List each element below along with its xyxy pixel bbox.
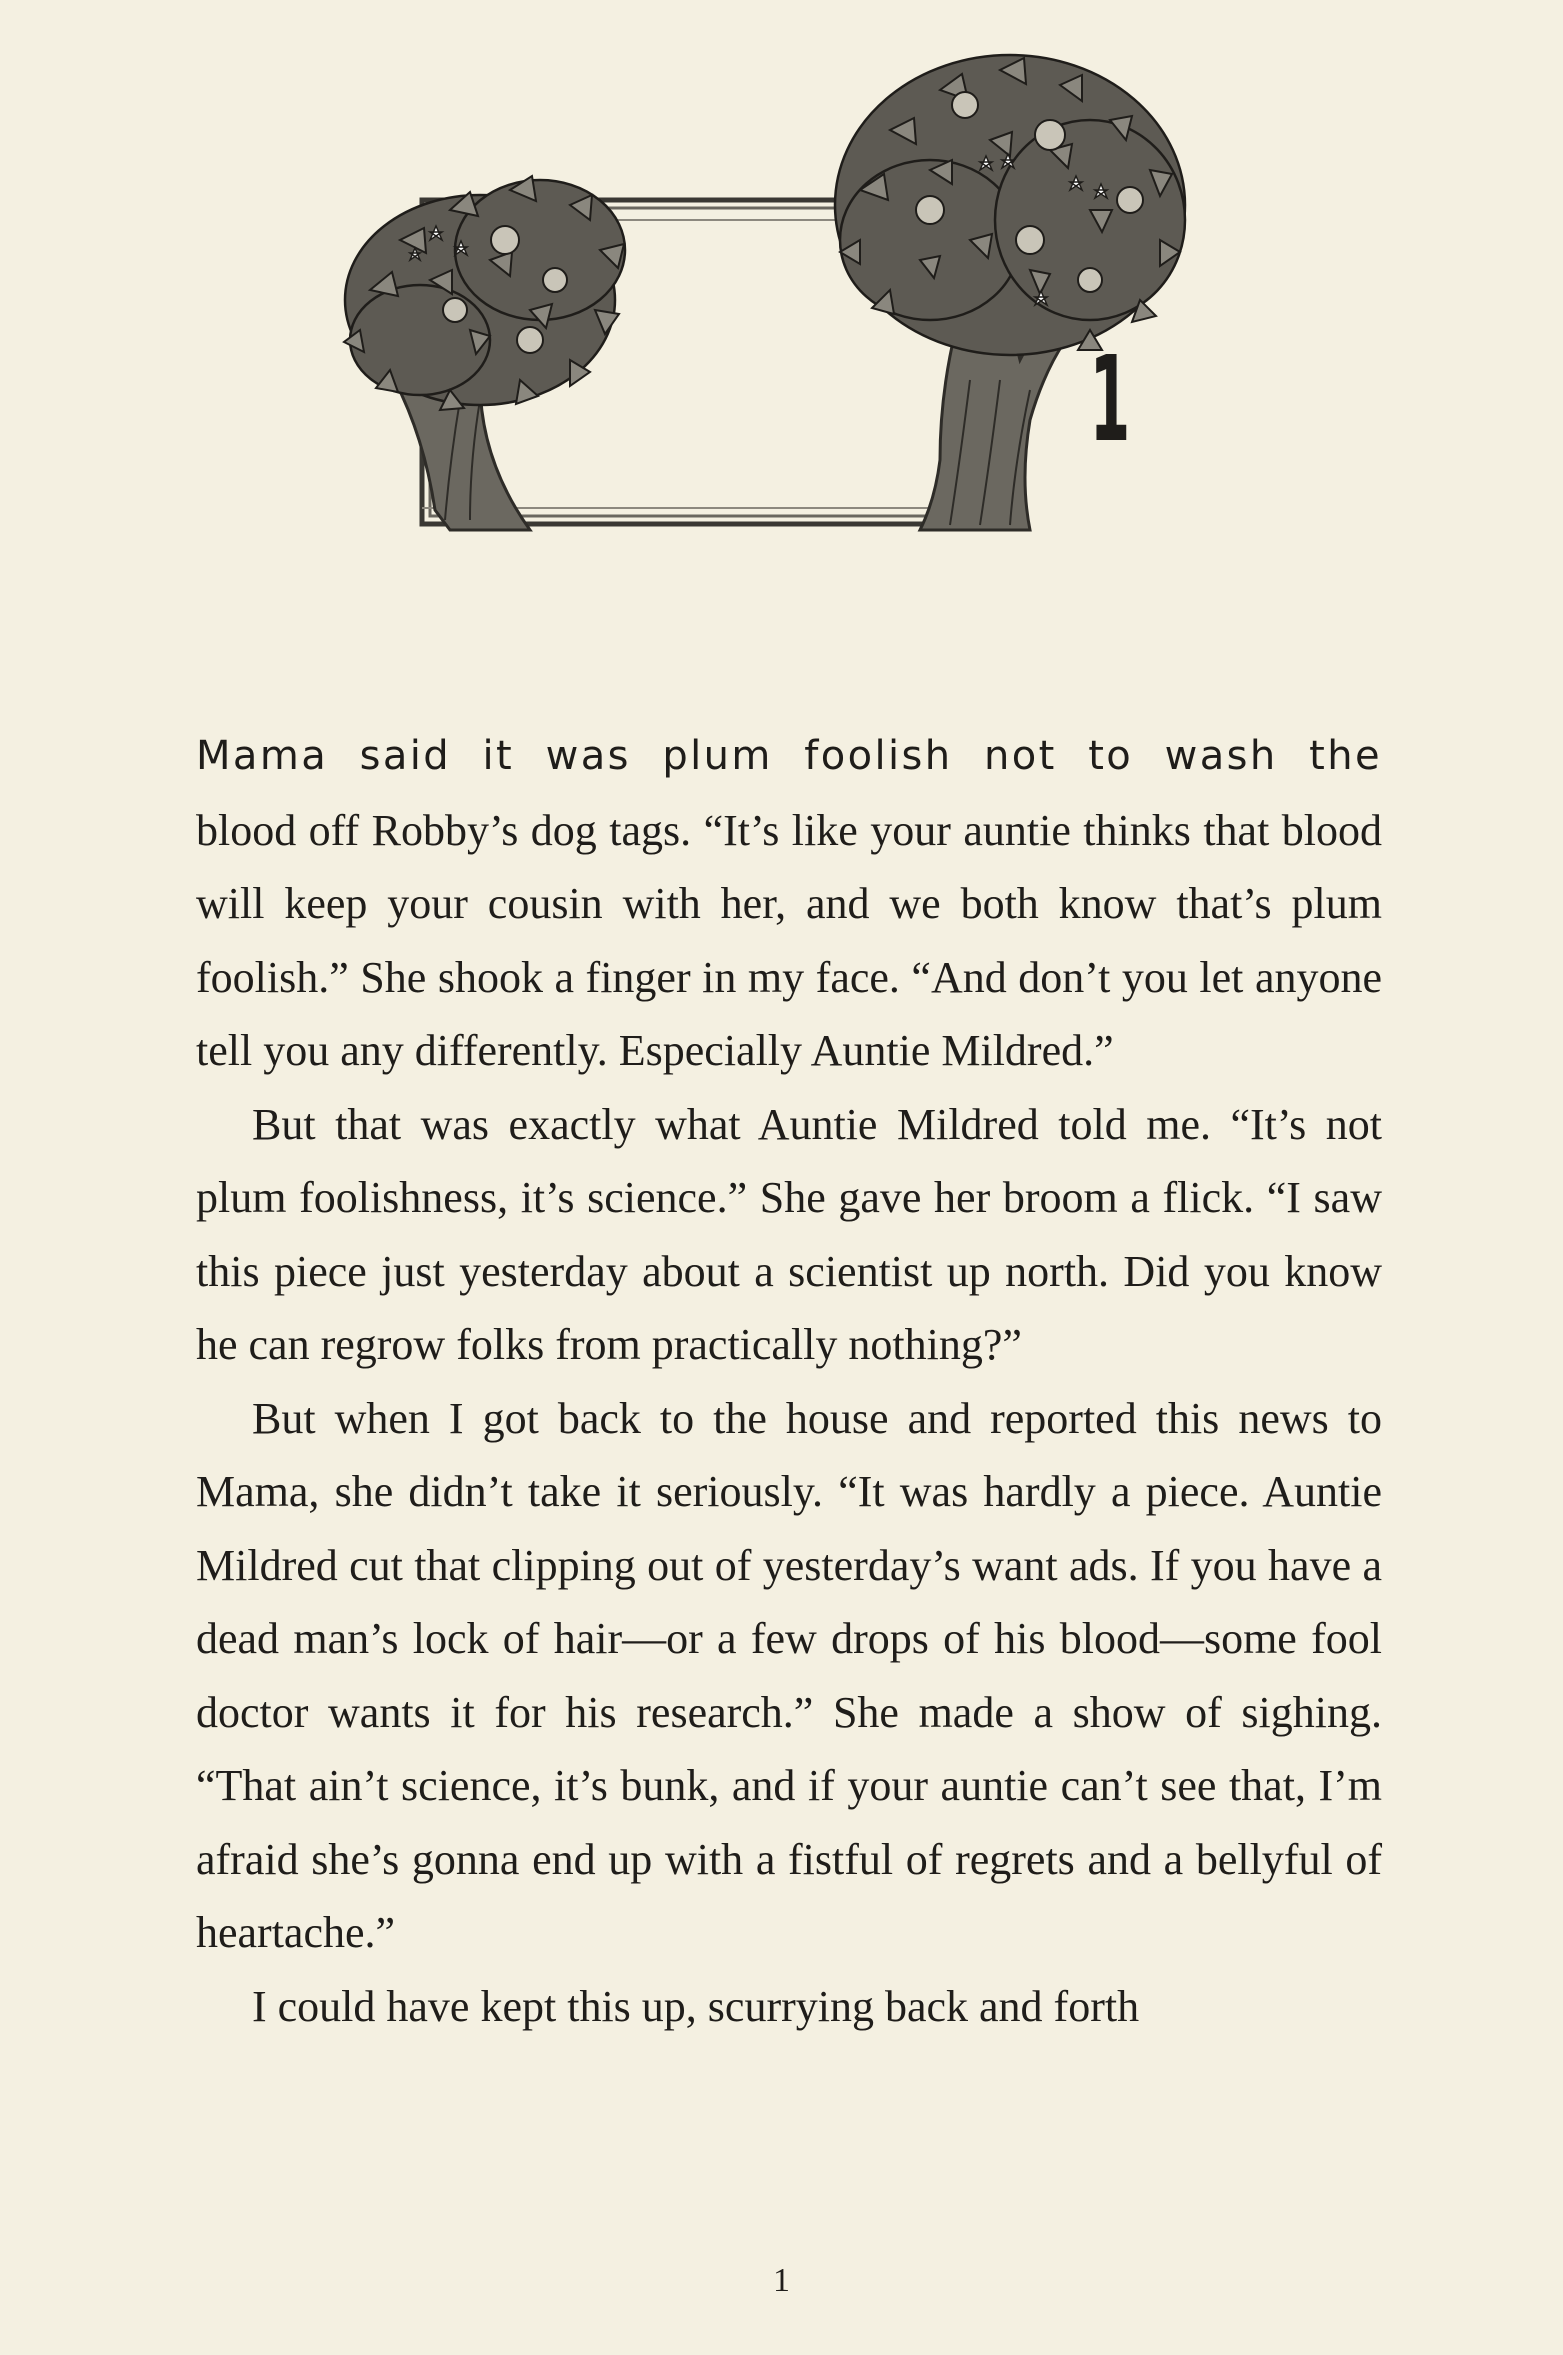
fruit-tree-frame-icon	[330, 40, 1230, 550]
paragraph-1-text: blood off Robby’s dog tags. “It’s like your auntie thinks that blood will keep your cousin with her, and we both know that’s plum foolish.” She shook a finger in my face. “And don’t you let anyone tell you any differently. Especially Auntie Mildred.”	[196, 805, 1382, 1075]
page-number: 1	[773, 2262, 790, 2299]
chapter-header	[330, 40, 1230, 550]
paragraph-2: But that was exactly what Auntie Mildred told me. “It’s not plum foolishness, it’s science.” She gave her broom a flick. “I saw this piece just yesterday about a scientist up north. Did you know he can regrow folks from practically nothing?”	[196, 1099, 1382, 1369]
chapter-body	[196, 718, 1382, 2043]
chapter-number: 1	[1089, 330, 1131, 468]
paragraph-1	[196, 718, 1382, 1088]
paragraph-3: But when I got back to the house and reported this news to Mama, she didn’t take it seriously. “It was hardly a piece. Auntie Mildred cut that clipping out of yesterday’s want ads. If you have a dead man’s lock of hair—or a few drops of his blood—some fool doctor wants it for his research.” She made a show of sighing. “That ain’t science, it’s bunk, and if your auntie can’t see that, I’m afraid she’s gonna end up with a fistful of regrets and a bellyful of heartache.”	[196, 1393, 1382, 1957]
opening-line: Mama said it was plum foolish not to wash the	[196, 733, 1382, 779]
paragraph-4: I could have kept this up, scurrying back and forth	[252, 1981, 1140, 2031]
